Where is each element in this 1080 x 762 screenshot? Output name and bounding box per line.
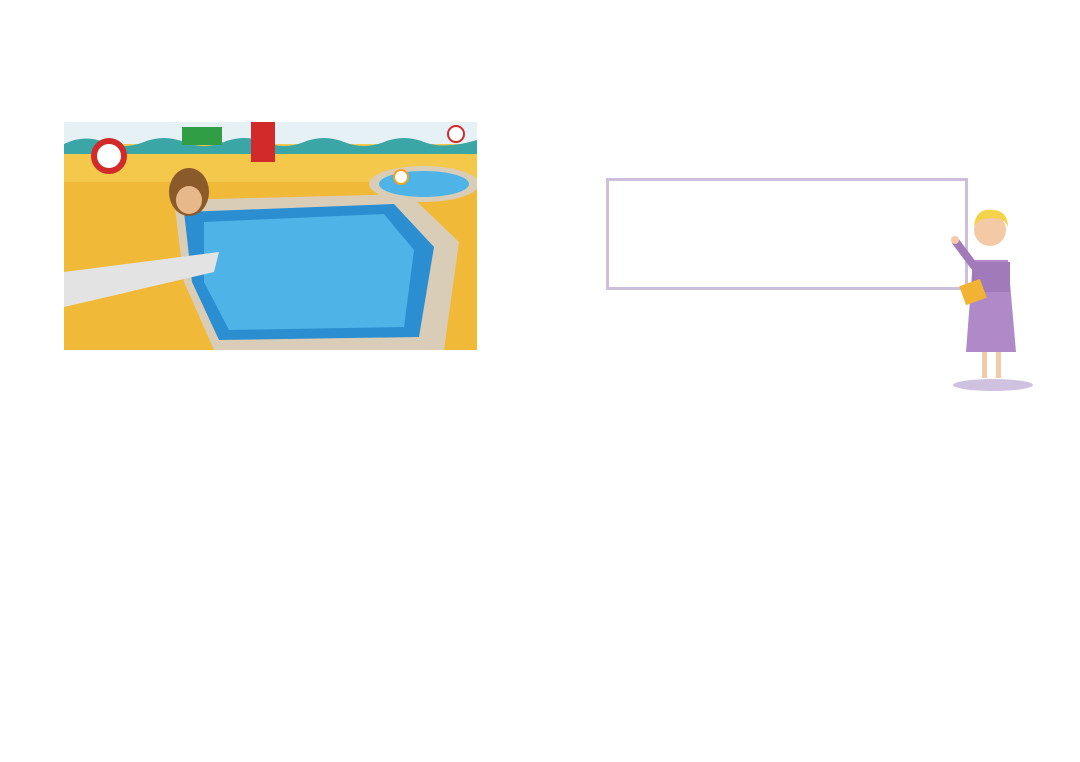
question-3 bbox=[66, 552, 466, 570]
question-4 bbox=[66, 582, 466, 600]
question-1 bbox=[66, 474, 466, 510]
question-5 bbox=[66, 612, 466, 648]
grammatical-key-box bbox=[606, 178, 968, 290]
question-2 bbox=[66, 522, 466, 540]
swimming-pool-illustration bbox=[64, 122, 477, 350]
teacher-illustration bbox=[948, 202, 1038, 392]
